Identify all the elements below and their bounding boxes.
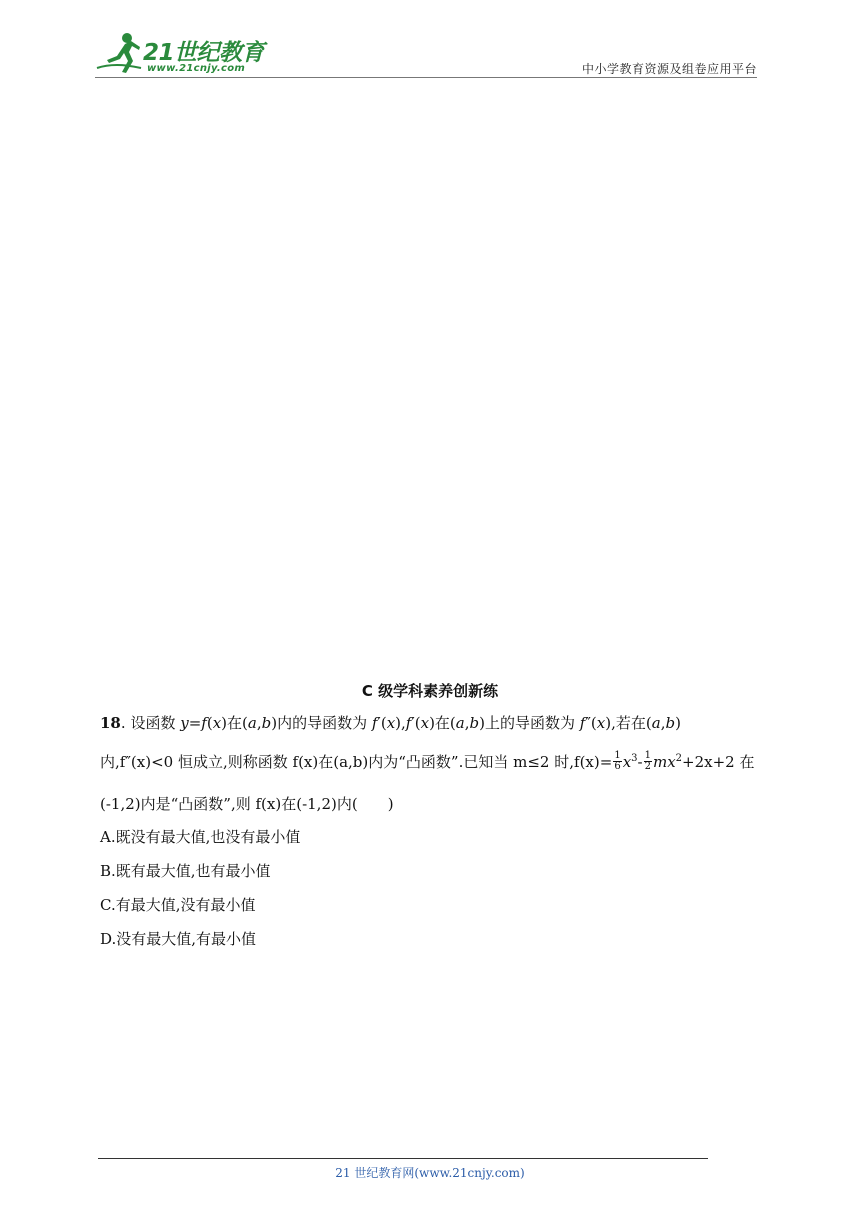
runner-logo-icon [95, 28, 143, 76]
stem-line-1-part: )在( [221, 714, 248, 732]
option-a: A.既没有最大值,也没有最小值 [100, 828, 301, 846]
header-platform-text: 中小学教育资源及组卷应用平台 [581, 62, 757, 76]
stem-line-1-part: )在( [429, 714, 456, 732]
fraction-one-sixth [613, 751, 621, 772]
term-mx: mx [652, 753, 676, 771]
option-b: B.既有最大值,也有最小值 [100, 862, 271, 880]
section-title: C 级学科素养创新练 [361, 682, 499, 700]
stem-line-2-b: f″(x)<0 恒成立,则称函数 [119, 753, 293, 771]
stem-line-1-part: x [212, 714, 222, 732]
stem-line-1-part: x [386, 714, 396, 732]
stem-line-1-part: ( [206, 714, 213, 732]
stem-line-1-part: x [420, 714, 430, 732]
footer-text: 21 世纪教育网(www.21cnjy.com) [335, 1166, 525, 1180]
stem-line-1-part: b [665, 714, 676, 732]
frac1-denominator: 6 [614, 760, 621, 772]
stem-line-1-part: y [180, 714, 189, 732]
stem-line-1-part: a [247, 714, 257, 732]
stem-line-1-part: , [660, 714, 666, 732]
stem-line-1-part: x [596, 714, 606, 732]
frac2-numerator: 1 [644, 749, 651, 761]
stem-line-1-part: ′( [411, 714, 421, 732]
stem-line-1-part: ) [675, 714, 681, 732]
question-stem-line-2 [100, 749, 762, 774]
stem-line-1-part: ′( [377, 714, 387, 732]
stem-line-2-a: 内, [100, 753, 120, 771]
stem-line-1-part: , [256, 714, 262, 732]
stem-line-1-part: )上的导函数为 [479, 714, 580, 732]
logo-text: 21世纪教育 [143, 40, 265, 66]
stem-line-1-part: f [201, 714, 207, 732]
question-stem-line-3: (-1,2)内是“凸函数”,则 f(x)在(-1,2)内( ) [100, 795, 394, 813]
page-header [95, 28, 757, 80]
question-number: 18 [100, 714, 121, 732]
exponent-2: 2 [675, 753, 683, 764]
stem-line-2-d: m≤2 时, [513, 753, 575, 771]
stem-line-1-part: )内的导函数为 [271, 714, 372, 732]
frac2-denominator: 2 [644, 760, 651, 772]
stem-line-1-text [130, 714, 681, 732]
stem-line-2-e: f(x)= [574, 753, 613, 771]
stem-line-1-part: , [464, 714, 470, 732]
stem-line-1-part: b [261, 714, 272, 732]
exponent-3: 3 [631, 753, 638, 764]
fraction-one-half [644, 751, 652, 772]
stem-line-1-part: b [469, 714, 480, 732]
stem-line-1-part: f [405, 714, 412, 732]
stem-line-1-part: a [455, 714, 465, 732]
option-d: D.没有最大值,有最小值 [100, 930, 257, 948]
stem-line-1-part: ), [395, 714, 406, 732]
stem-line-1-part: f [579, 714, 586, 732]
logo [95, 28, 265, 76]
stem-line-1-part: ),若在( [605, 714, 652, 732]
term-x: x [622, 753, 632, 771]
stem-line-2-c: f(x)在(a,b)内为“凸函数”.已知当 [292, 753, 514, 771]
logo-url: www.21cnjy.com [147, 63, 246, 74]
footer-divider [98, 1158, 708, 1159]
minus-sign: - [637, 753, 643, 771]
frac1-numerator: 1 [614, 749, 621, 761]
stem-line-1-part: ″( [585, 714, 597, 732]
stem-line-1-part: 设函数 [130, 714, 181, 732]
stem-line-1-part: f [371, 714, 378, 732]
option-c: C.有最大值,没有最小值 [100, 896, 256, 914]
header-divider [95, 77, 757, 78]
question-stem-line-1 [100, 713, 762, 733]
stem-line-1-part: = [188, 714, 202, 732]
period: . [120, 714, 126, 732]
stem-line-1-part: a [651, 714, 661, 732]
stem-line-2-tail: +2x+2 在 [682, 753, 755, 771]
